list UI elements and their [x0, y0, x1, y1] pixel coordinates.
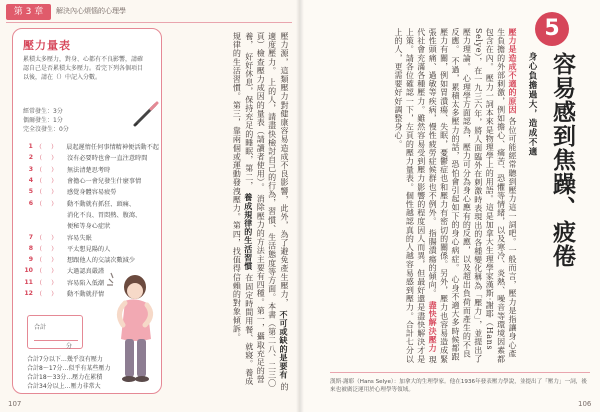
quiz-answer-blank[interactable]: （） [36, 279, 67, 287]
section-subtitle: 身心負擔過大，造成不適 [527, 52, 537, 157]
quiz-item-number: 8 [28, 244, 33, 252]
chapter-tab: 第 3 章 [6, 4, 51, 20]
left-body-emphasis: 養成規律的生活習慣 [243, 193, 254, 271]
quiz-item-number: 5 [28, 188, 33, 196]
result-line: 合計34分以上…壓力非常大 [27, 383, 101, 390]
quiz-item [21, 220, 159, 231]
total-score-box [27, 315, 83, 349]
right-body-para: 壓力一詞本來是物理學上的用語。這是加拿大生理學家漢斯·謝耶（Hans Selye），在一九三六年，將人面臨外在刺激時表現出的各種變化稱為「壓力」，並提出了壓力理論。 [462, 28, 495, 364]
quiz-item-text: 想跟他人的交談次數減少 [67, 257, 136, 265]
quiz-intro: 累積太多壓力，對身、心都有不良影響，請確認自己是否累積太多壓力。看完下列各個項目以後，請在（）中記入分數。 [23, 56, 144, 81]
score-sometimes: 偶爾發生：1分 [23, 117, 63, 124]
right-body-para: 心理學方面認為，壓力可分為身心應有的反應，以及超出負荷而產生的不良反應。 [450, 28, 472, 358]
quiz-item-number: 6 [28, 199, 33, 207]
quiz-item-number: 4 [28, 177, 33, 185]
section-number: 5 [535, 12, 569, 46]
book-gutter [296, 0, 304, 412]
quiz-item-text: 平太想見陽的人 [67, 245, 111, 253]
right-body-para: 現代社會充滿各種壓力。雖然容易受到壓力影響的程度因人而異，但最好還是盡快解決才是上策。請各位確認一下，左頁的壓力量表。個性越認真的人越容易感到壓力。合計七分以上的人，更需要好好調整身心。 [393, 28, 438, 365]
quiz-item-text: 消化不良、胃悶熱、腹瀉、 [67, 211, 142, 219]
result-line: 合計18〜33分…壓力在累積 [27, 374, 103, 381]
quiz-item-text: 沒有必要時也會一直注意時間 [67, 155, 148, 163]
score-often: 經常發生：3分 [23, 108, 63, 115]
quiz-item [21, 186, 159, 197]
quiz-item-number: 9 [28, 256, 33, 264]
quiz-item-text: 容易失眠 [67, 234, 92, 242]
quiz-answer-blank[interactable]: （） [36, 245, 67, 253]
left-body-para: 壓力源，這類壓力對健康容易造成不良影響，此外，為了避免產生壓力， [280, 32, 289, 308]
quiz-item-number: 1 [28, 143, 33, 151]
quiz-answer-blank[interactable]: （） [36, 166, 67, 174]
result-line: 合計8〜17分…似乎有某些壓力 [27, 365, 111, 372]
pen-icon [131, 99, 161, 129]
header-rule [6, 22, 292, 23]
left-body-text [172, 32, 290, 392]
quiz-item [21, 152, 159, 163]
left-body-para: 好好休息，保持充足的睡眠，第二， [244, 52, 254, 190]
quiz-answer-blank[interactable]: （） [36, 155, 67, 163]
result-guide [27, 355, 110, 391]
right-body-para: 各位可能經常聽到壓力這一詞吧。一般而言，壓力是指讓身心產生負擔的外部刺激，例如擔心、痛苦、恐懼等情緒，以及寒冷、炎熱、噪音等環境因素都包含在內。 [485, 28, 517, 364]
page-number-left: 107 [8, 400, 22, 408]
section-title: 容易感到焦躁、疲倦 [549, 52, 575, 268]
quiz-item [21, 209, 159, 220]
quiz-answer-blank[interactable]: （） [36, 234, 67, 242]
quiz-answer-blank[interactable]: （） [36, 178, 67, 186]
quiz-item-number: 10 [24, 267, 33, 275]
quiz-answer-blank[interactable]: （） [36, 268, 67, 276]
quiz-answer-blank[interactable]: （） [35, 144, 67, 152]
quiz-item-text: 感覺身體容易疲勞 [67, 189, 117, 197]
quiz-item-text: 容易陷入低潮 [67, 279, 105, 287]
result-line: 合計7分以下…幾乎沒有壓力 [27, 356, 103, 363]
section-heading: 壓力是造成不適的原因 [508, 28, 517, 114]
quiz-title: 壓力量表 [23, 39, 71, 52]
quiz-item-text: 無法清楚思考時 [67, 166, 111, 174]
quiz-item-text: 便秘等身心症狀 [67, 223, 111, 231]
footnote: 漢斯·謝耶（Hans Selye）：加拿大的生理學家。他在1936年發表壓力學說，並提出了「壓力」一詞，後來也被廣泛運用於心理學等領域。 [330, 379, 587, 393]
quiz-item [21, 197, 159, 208]
left-body-para: 在固定時間用餐、就寢。養成規律的生活習慣。第三，靠兩個或運動發洩壓力。第四，找值得信賴的對象傾訴。 [232, 32, 254, 386]
quiz-item [21, 175, 159, 186]
score-never: 完全沒發生：0分 [23, 126, 69, 133]
total-label: 合計 [34, 324, 47, 331]
quiz-item-text: 大過認真嚴謹 [67, 268, 105, 276]
quiz-answer-blank[interactable]: （） [36, 257, 67, 265]
quiz-answer-blank[interactable]: （） [36, 291, 67, 298]
quiz-item [21, 243, 159, 254]
quiz-item-number: 2 [28, 154, 33, 162]
quiz-item-text: 動不動就有抓狂、頭痛、 [67, 200, 136, 208]
quiz-item-number: 12 [24, 290, 33, 297]
left-body-para: 上的人，請盡快檢討自己的行為，習慣、生活態度等方面。本書（第二八、二三〇頁）檢查壓力成因的量表（請讀者使用）。 [256, 32, 277, 388]
footnote-rule [330, 372, 590, 373]
page-number-right: 106 [578, 400, 592, 408]
quiz-answer-blank[interactable]: （） [36, 200, 67, 208]
stress-quiz-card [12, 28, 162, 394]
quiz-item [21, 141, 159, 152]
quiz-item-text: 晨起遲惰任何事情精神便活動不起 [66, 144, 159, 152]
quiz-item-number: 11 [24, 278, 33, 286]
right-body-para: 指腸潰瘍的傾向。 [428, 228, 438, 298]
left-body-para: 的適度壓力。 [267, 32, 289, 391]
quiz-item-text: 動不動就抒情 [67, 291, 105, 298]
left-body-emphasis: 不可或缺的是要有 [279, 310, 289, 380]
left-body-para: 消除壓力的方法主要有四種。第一，攝取充足的營養， [244, 32, 266, 384]
quiz-item [21, 231, 159, 242]
right-body-para: 心身不適大多時候都跟壓力有關，例如胃潰瘍、失眠，憂鬱症也和壓力有密切的關係。另外，壓力也容易造成緊張性頭痛、過敏等疾病，慢性疲勞症候群也不例外。 [428, 28, 460, 364]
total-unit: 分 [66, 343, 73, 350]
quiz-item-text: 會擔心一會兒發生什麼事情 [67, 178, 142, 186]
quiz-item [21, 254, 159, 265]
quiz-answer-blank[interactable]: （） [36, 189, 67, 197]
right-body-para: 不過，累積太多壓力的話，恐怕會引起如下的身心病症。 [450, 56, 460, 272]
quiz-item [21, 164, 159, 175]
section-heading: 盡快解決壓力 [428, 300, 438, 353]
score-legend [23, 107, 69, 134]
right-body-text [308, 28, 518, 366]
chapter-title: 解決內心煩惱的心理學 [56, 7, 126, 15]
quiz-item-number: 3 [28, 165, 33, 173]
quiz-item-number: 7 [28, 233, 33, 241]
